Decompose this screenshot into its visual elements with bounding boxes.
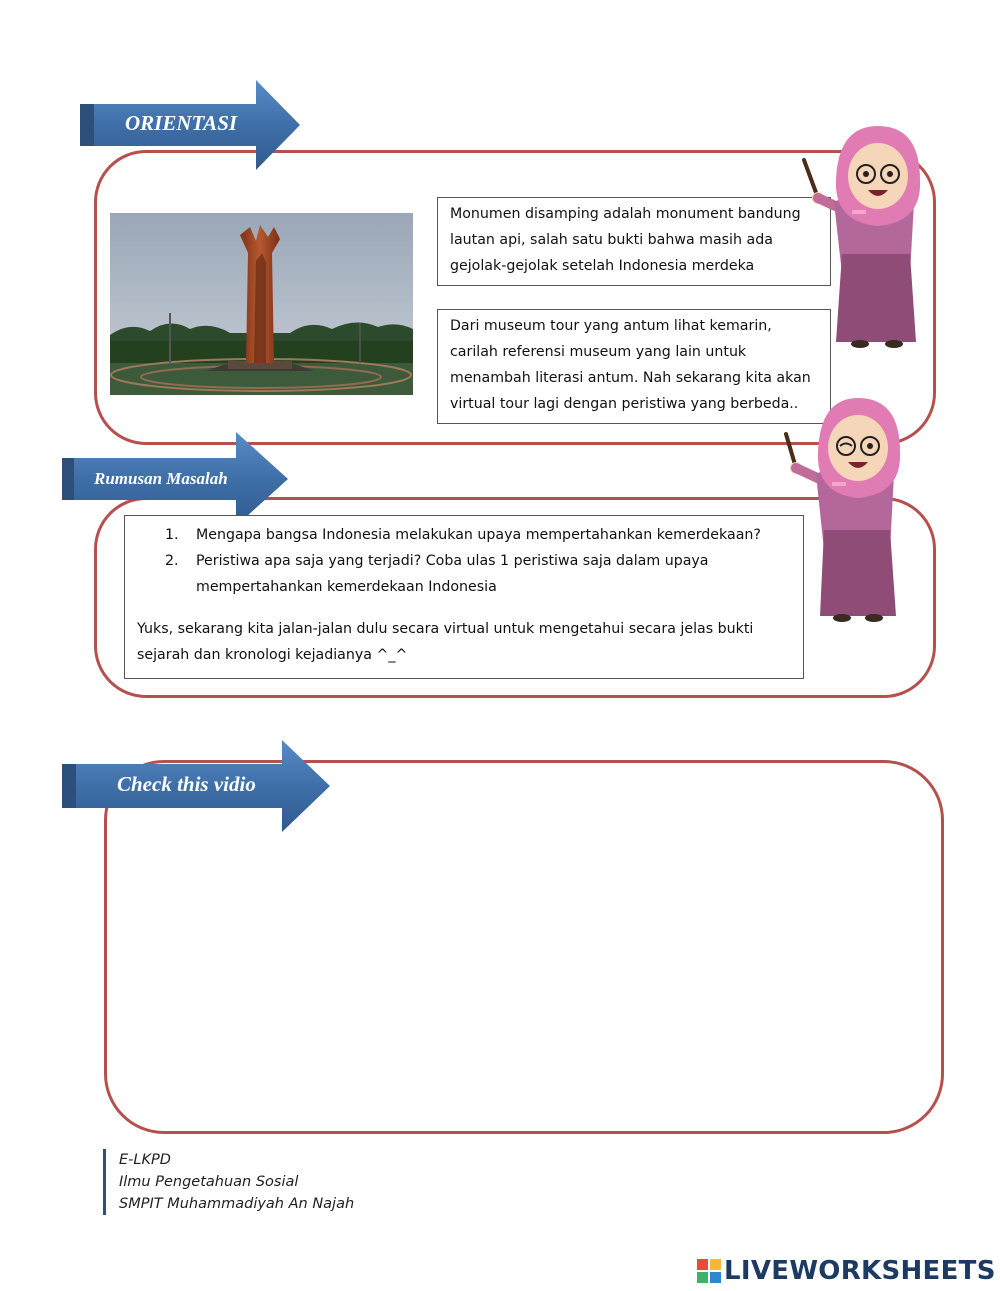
orientasi-text-box-2: [437, 309, 831, 424]
teacher-illustration: [798, 124, 928, 352]
teacher-illustration-winking: [780, 394, 910, 626]
rumusan-arrow-banner: [62, 432, 290, 526]
orientasi-arrow-banner: [80, 80, 302, 170]
brand-name: LIVEWORKSHEETS: [724, 1256, 996, 1286]
video-title: Check this vidio: [117, 772, 256, 796]
footer-line-school: SMPIT Muhammadiyah An Najah: [119, 1196, 355, 1212]
question-list: [137, 522, 793, 600]
rumusan-text-box: [124, 515, 804, 679]
footer-credits: [103, 1149, 354, 1215]
question-text: Peristiwa apa saja yang terjadi? Coba ulas 1 peristiwa saja dalam upaya mempertahankan kemerdekaan Indonesia: [196, 553, 709, 595]
question-item: [137, 548, 793, 600]
orientasi-paragraph-2: Dari museum tour yang antum lihat kemarin, carilah referensi museum yang lain untuk menambah literasi antum. Nah sekarang kita akan virtual tour lagi dengan peristiwa yang berbeda..: [450, 318, 811, 412]
footer-line-subject: Ilmu Pengetahuan Sosial: [119, 1174, 299, 1190]
question-item: [137, 522, 793, 548]
question-text: Mengapa bangsa Indonesia melakukan upaya mempertahankan kemerdekaan?: [196, 527, 761, 543]
liveworksheets-brand[interactable]: [697, 1254, 996, 1288]
closing-text: Yuks, sekarang kita jalan-jalan dulu secara virtual untuk mengetahui secara jelas bukti sejarah dan kronologi kejadianya ^_^: [137, 621, 754, 663]
liveworksheets-logo-icon: [697, 1259, 721, 1283]
video-arrow-banner: [62, 740, 332, 832]
monument-photo: [110, 213, 413, 395]
orientasi-title: ORIENTASI: [125, 111, 238, 135]
question-number: 2.: [165, 553, 179, 569]
rumusan-title: Rumusan Masalah: [94, 469, 228, 488]
orientasi-paragraph-1: Monumen disamping adalah monument bandung lautan api, salah satu bukti bahwa masih ada gejolak-gejolak setelah Indonesia merdeka: [450, 206, 801, 274]
footer-line-title: E-LKPD: [119, 1152, 171, 1168]
orientasi-text-box-1: [437, 197, 831, 286]
question-number: 1.: [165, 527, 179, 543]
